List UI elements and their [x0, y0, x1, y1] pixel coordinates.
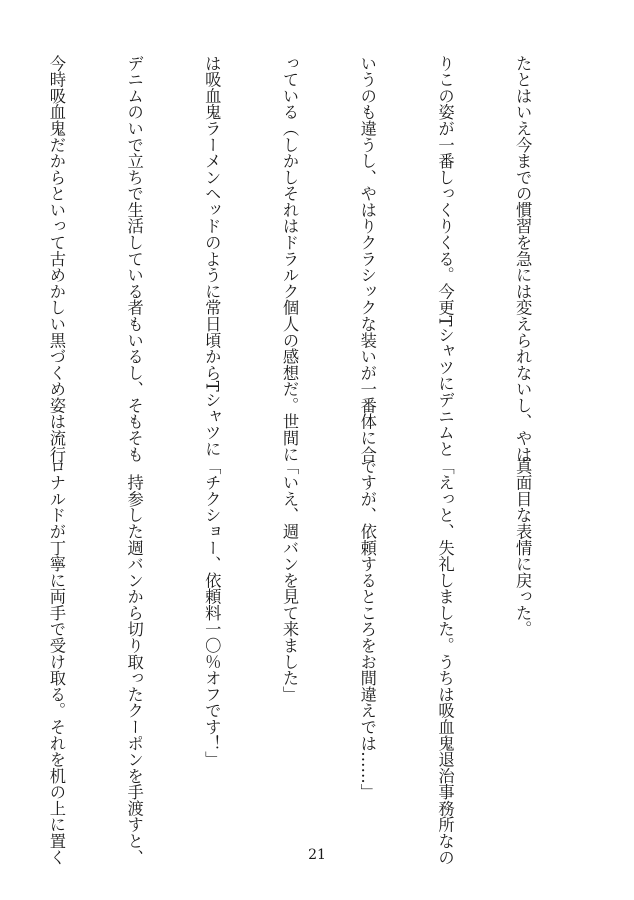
text-line: っている（しかしそれはドラルク個人の感想だ。世間に	[280, 55, 300, 463]
text-line: 持参した週バンから切り取ったクーポンを手渡すと、	[124, 458, 144, 866]
text-line: ロナルドが丁寧に両手で受け取る。それを机の上に置く	[46, 458, 66, 866]
text-line: たとはいえ今までの慣習を急には変えられないし、やは	[513, 55, 533, 463]
text-line: 「チクショー、依頼料一〇％オフです！」	[202, 458, 222, 768]
text-line: デニムのいで立ちで生活している者もいるし、そもそも	[124, 55, 144, 463]
text-line: いうのも違うし、やはりクラシックな装いが一番体に合	[357, 55, 377, 463]
text-line: りこの姿が一番しっくりくる。今更Tシャツにデニムと	[435, 55, 455, 457]
upper-text-block	[46, 55, 587, 463]
text-line: 「いえ、週バンを見て来ました」	[280, 458, 300, 703]
text-line: 「えっと、失礼しました。うちは吸血鬼退治事務所なの	[435, 458, 455, 866]
text-line: 今時吸血鬼だからといって古めかしい黒づくめ姿は流行	[46, 55, 66, 463]
text-line: ですが、依頼するところをお間違えでは……」	[357, 458, 377, 801]
page-number: 21	[308, 847, 326, 863]
text-line: 真面目な表情に戻った。	[513, 458, 533, 638]
text-line: は吸血鬼ラーメンヘッドのように常日頃からTシャツに	[202, 55, 222, 457]
